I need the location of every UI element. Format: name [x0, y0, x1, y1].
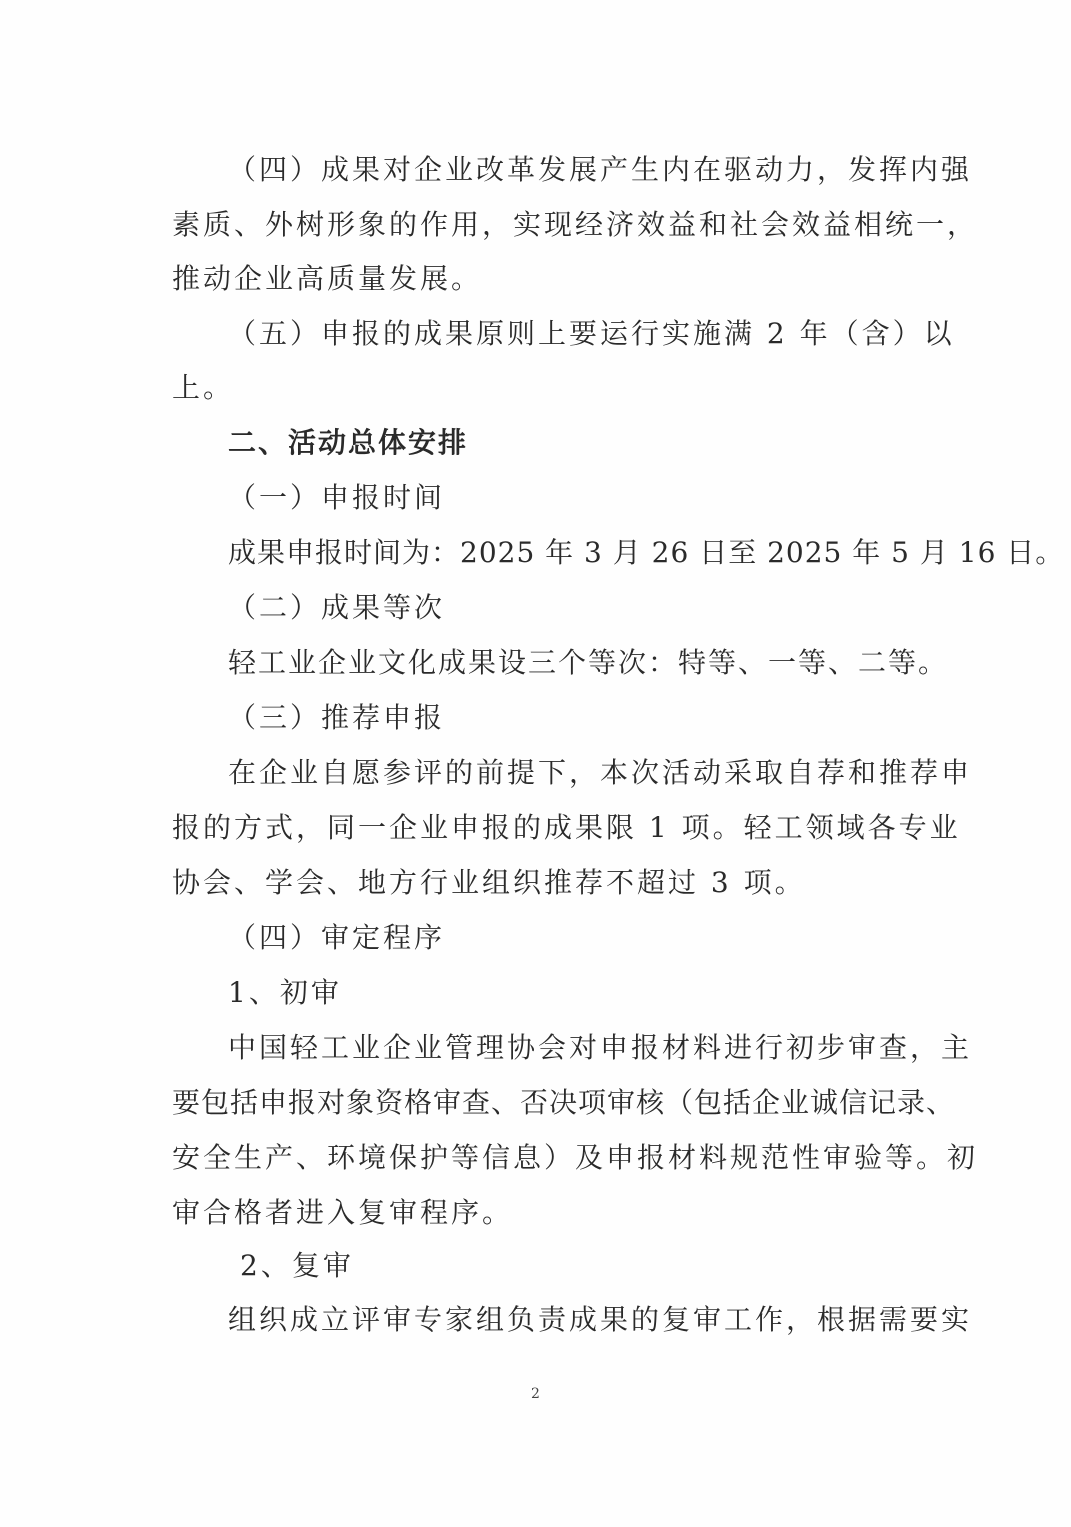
paragraph-line: 在企业自愿参评的前提下，本次活动采取自荐和推荐申: [228, 756, 973, 789]
paragraph-line: 要包括申报对象资格审查、否决项审核（包括企业诚信记录、: [172, 1086, 956, 1119]
paragraph-line: 中国轻工业企业管理协会对申报材料进行初步审查，主: [228, 1031, 973, 1064]
subsection-heading: （四）审定程序: [228, 921, 446, 954]
item-heading: 2、复审: [240, 1249, 354, 1282]
paragraph-line: 审合格者进入复审程序。: [172, 1196, 514, 1229]
paragraph-line: 上。: [172, 371, 235, 404]
paragraph-line: （四）成果对企业改革发展产生内在驱动力，发挥内强: [228, 153, 973, 186]
paragraph-line: 推动企业高质量发展。: [172, 262, 483, 295]
page-number: 2: [531, 1386, 540, 1402]
paragraph-line: 成果申报时间为：2025 年 3 月 26 日至 2025 年 5 月 16 日。: [228, 536, 1065, 569]
section-heading: 二、活动总体安排: [228, 426, 469, 459]
paragraph-line: 安全生产、环境保护等信息）及申报材料规范性审验等。初: [172, 1141, 979, 1174]
paragraph-line: 组织成立评审专家组负责成果的复审工作，根据需要实: [228, 1303, 973, 1336]
paragraph-line: 轻工业企业文化成果设三个等次：特等、一等、二等。: [228, 646, 949, 679]
paragraph-line: 报的方式，同一企业申报的成果限 1 项。轻工领域各专业: [172, 811, 961, 844]
item-heading: 1、初审: [228, 976, 342, 1009]
subsection-heading: （二）成果等次: [228, 591, 446, 624]
subsection-heading: （三）推荐申报: [228, 701, 446, 734]
subsection-heading: （一）申报时间: [228, 481, 446, 514]
paragraph-line: （五）申报的成果原则上要运行实施满 2 年（含）以: [228, 317, 955, 350]
paragraph-line: 素质、外树形象的作用，实现经济效益和社会效益相统一，: [172, 208, 979, 241]
paragraph-line: 协会、学会、地方行业组织推荐不超过 3 项。: [172, 866, 806, 899]
